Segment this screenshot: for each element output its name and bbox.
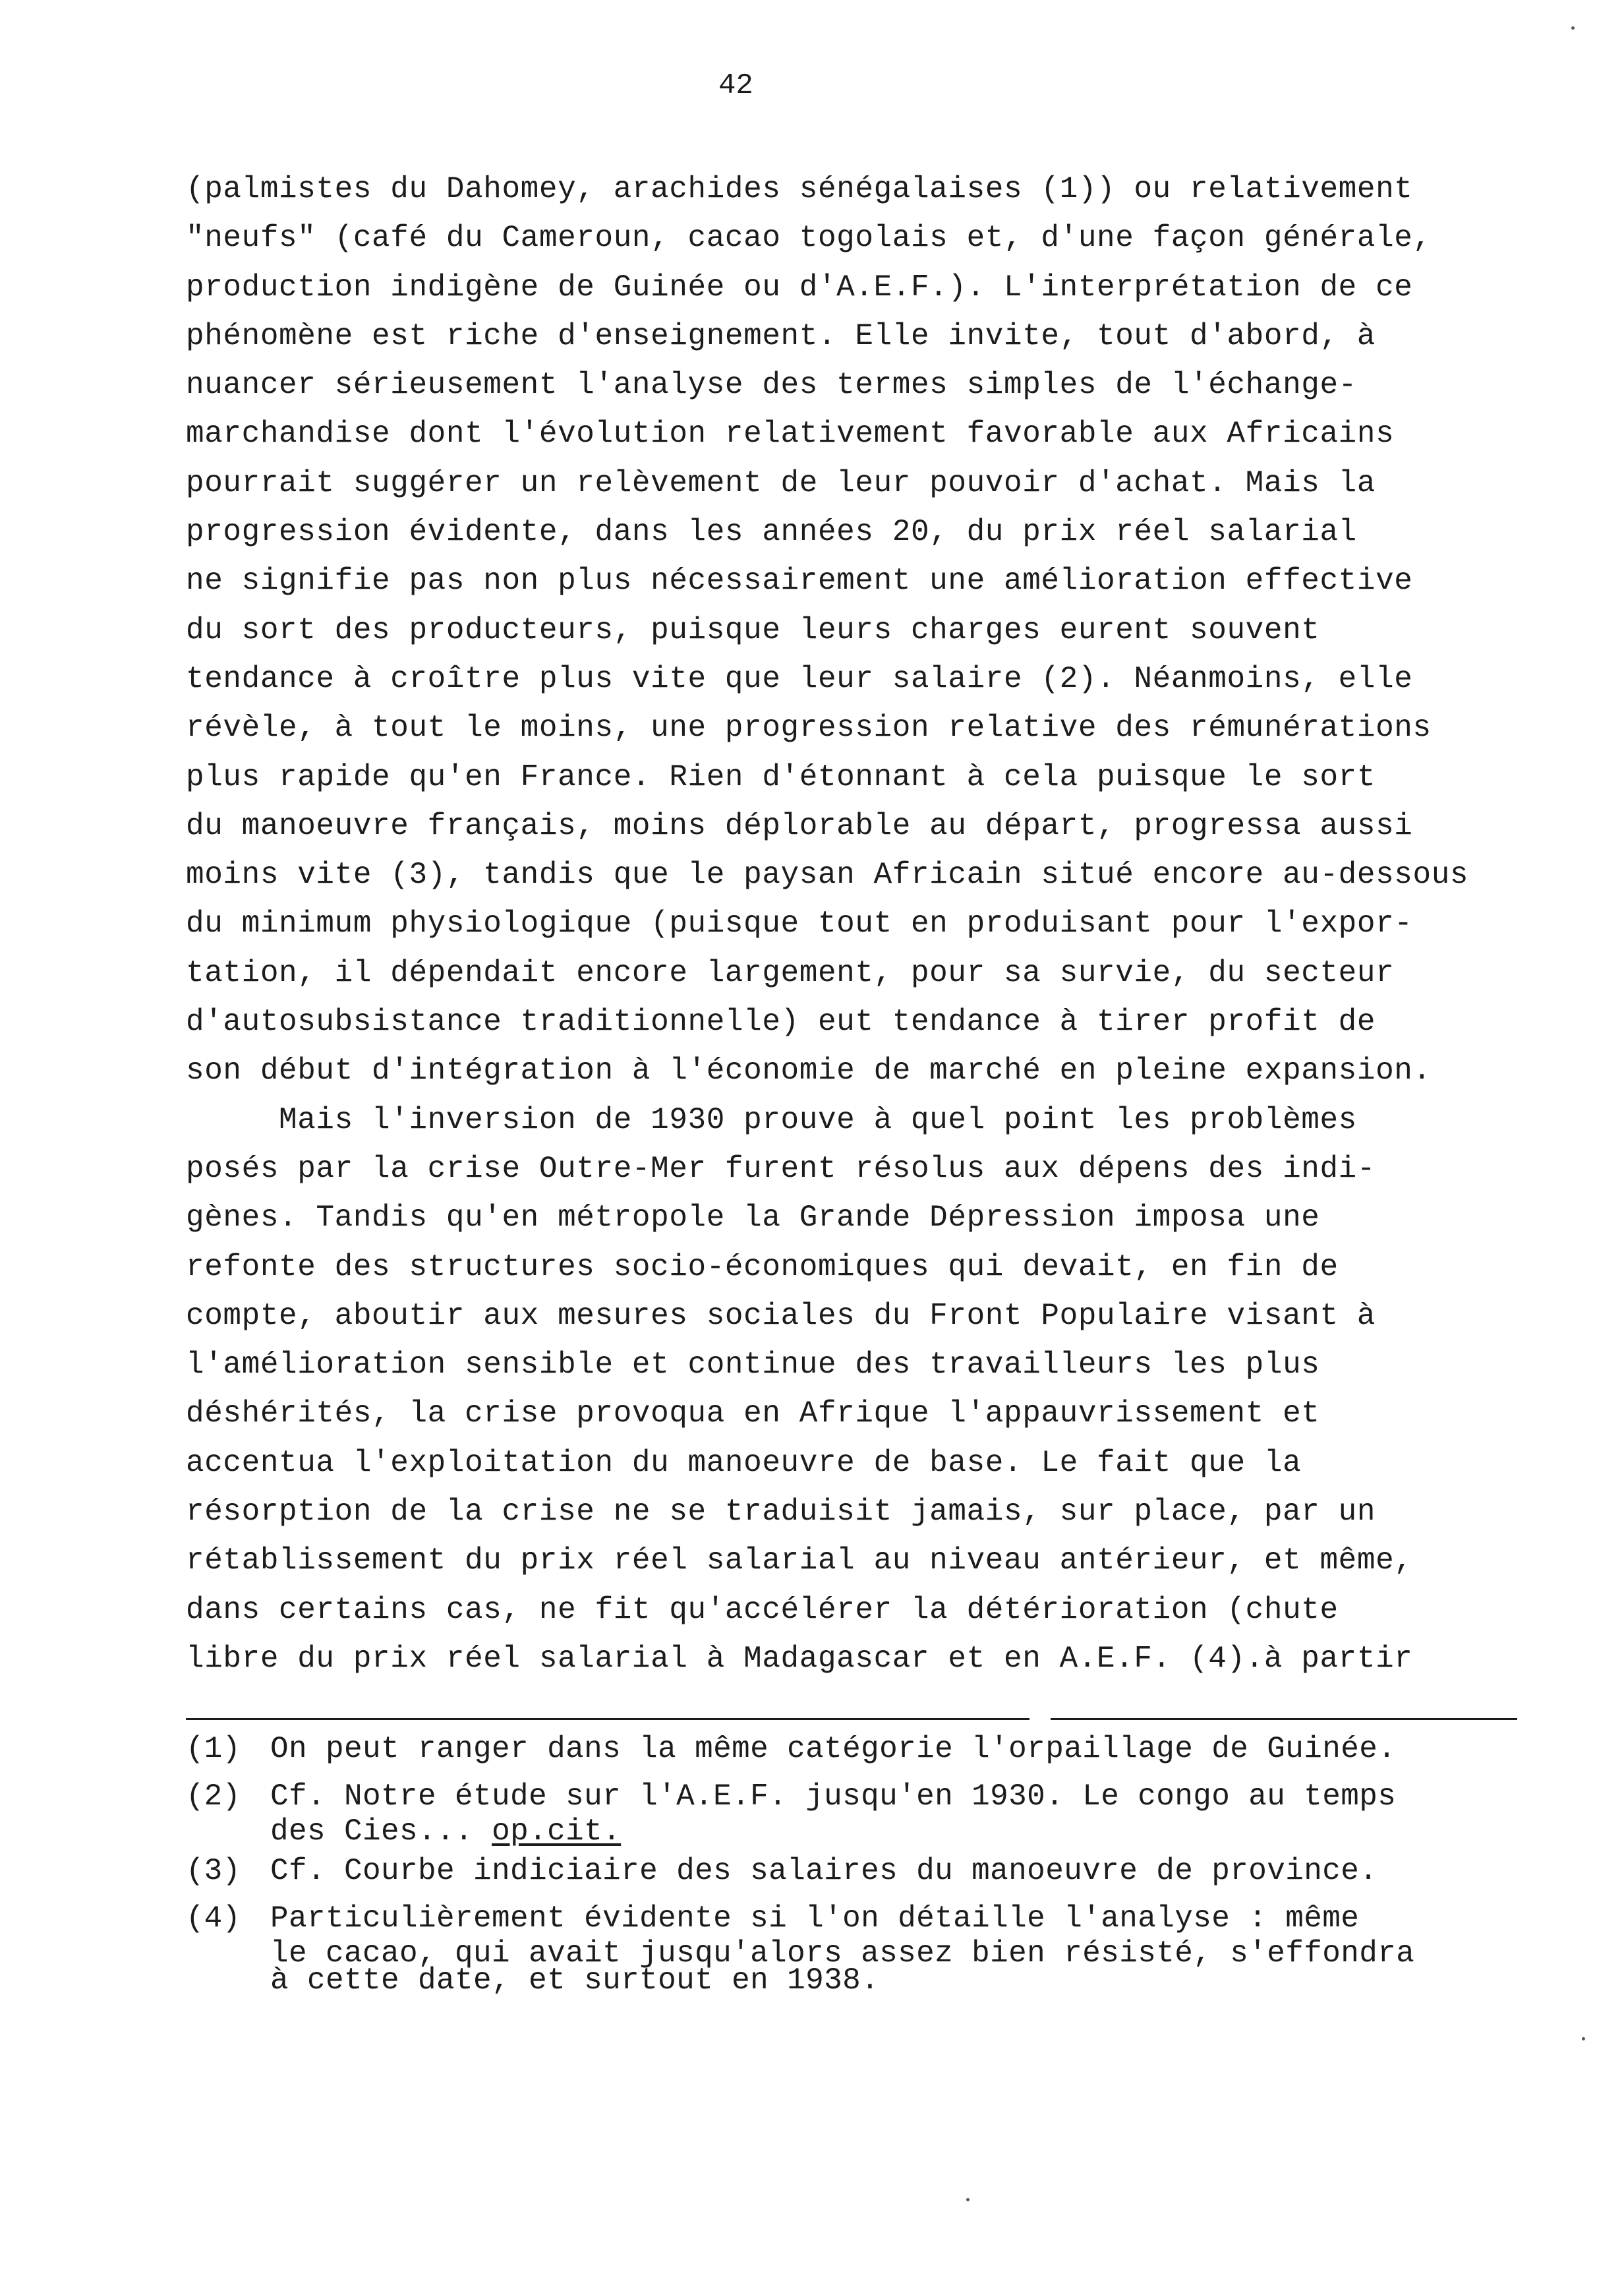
footnote-number: (1) xyxy=(186,1732,241,1766)
body-line: pourrait suggérer un relèvement de leur pouvoir d'achat. Mais la xyxy=(186,465,1376,500)
body-text xyxy=(186,165,1583,1683)
body-line: révèle, à tout le moins, une progression relative des rémunérations xyxy=(186,711,1432,746)
footnote-line: On peut ranger dans la même catégorie l'orpaillage de Guinée. xyxy=(270,1732,1397,1766)
body-line: Mais l'inversion de 1930 prouve à quel point les problèmes xyxy=(186,1102,1357,1137)
op-cit-reference: op.cit. xyxy=(492,1814,622,1849)
footnote-line: Cf. Notre étude sur l'A.E.F. jusqu'en 1930. Le congo au temps xyxy=(270,1779,1397,1814)
body-line: du minimum physiologique (puisque tout en produisant pour l'expor- xyxy=(186,907,1413,941)
body-line: dans certains cas, ne fit qu'accélérer la détérioration (chute xyxy=(186,1592,1339,1627)
body-line: marchandise dont l'évolution relativement favorable aux Africains xyxy=(186,417,1395,452)
page-number: 42 xyxy=(718,69,753,102)
footnote-line: à cette date, et surtout en 1938. xyxy=(270,1963,880,1998)
body-line: moins vite (3), tandis que le paysan Africain situé encore au-dessous xyxy=(186,858,1469,893)
footnote-3 xyxy=(186,1849,1590,1893)
scan-speck xyxy=(966,2198,970,2201)
scan-speck xyxy=(1582,2037,1585,2040)
body-line: du manoeuvre français, moins déplorable au départ, progressa aussi xyxy=(186,808,1413,843)
footnote-4 xyxy=(186,1897,1590,1998)
footnotes xyxy=(186,1727,1590,1998)
footnote-number: (3) xyxy=(186,1854,241,1888)
body-line: du sort des producteurs, puisque leurs charges eurent souvent xyxy=(186,612,1320,647)
body-line: son début d'intégration à l'économie de marché en pleine expansion. xyxy=(186,1054,1432,1088)
footnote-line: le cacao, qui avait jusqu'alors assez bien résisté, s'effondra xyxy=(270,1936,1415,1971)
body-line: d'autosubsistance traditionnelle) eut tendance à tirer profit de xyxy=(186,1005,1376,1040)
body-line: accentua l'exploitation du manoeuvre de base. Le fait que la xyxy=(186,1445,1302,1480)
footnote-line: Cf. Courbe indiciaire des salaires du manoeuvre de province. xyxy=(270,1854,1378,1888)
body-line: plus rapide qu'en France. Rien d'étonnant à cela puisque le sort xyxy=(186,759,1376,794)
body-line: "neufs" (café du Cameroun, cacao togolais et, d'une façon générale, xyxy=(186,221,1432,256)
footnote-line: Particulièrement évidente si l'on détaille l'analyse : même xyxy=(270,1901,1360,1936)
body-line: l'amélioration sensible et continue des travailleurs les plus xyxy=(186,1348,1320,1382)
scan-speck xyxy=(1571,26,1575,30)
body-line: progression évidente, dans les années 20, du prix réel salarial xyxy=(186,515,1357,550)
body-line: déshérités, la crise provoqua en Afrique l'appauvrissement et xyxy=(186,1396,1320,1431)
footnote-2 xyxy=(186,1775,1590,1849)
body-line: résorption de la crise ne se traduisit jamais, sur place, par un xyxy=(186,1495,1376,1530)
body-line: libre du prix réel salarial à Madagascar et en A.E.F. (4).à partir xyxy=(186,1641,1413,1676)
body-line: refonte des structures socio-économiques qui devait, en fin de xyxy=(186,1249,1339,1284)
body-line: phénomène est riche d'enseignement. Elle invite, tout d'abord, à xyxy=(186,318,1376,353)
body-line: rétablissement du prix réel salarial au niveau antérieur, et même, xyxy=(186,1543,1413,1578)
body-line: nuancer sérieusement l'analyse des termes simples de l'échange- xyxy=(186,368,1357,403)
body-line: (palmistes du Dahomey, arachides sénégalaises (1)) ou relativement xyxy=(186,172,1413,206)
body-line: tation, il dépendait encore largement, pour sa survie, du secteur xyxy=(186,955,1395,990)
footnote-number: (2) xyxy=(186,1779,241,1814)
body-line: production indigène de Guinée ou d'A.E.F.). L'interprétation de ce xyxy=(186,270,1413,305)
footnote-line xyxy=(270,1814,1590,1849)
footnote-separator-left xyxy=(186,1718,1030,1720)
body-line: compte, aboutir aux mesures sociales du Front Populaire visant à xyxy=(186,1298,1376,1333)
footnote-number: (4) xyxy=(186,1901,241,1936)
body-line: gènes. Tandis qu'en métropole la Grande Dépression imposa une xyxy=(186,1201,1320,1235)
body-line: posés par la crise Outre-Mer furent résolus aux dépens des indi- xyxy=(186,1151,1376,1186)
body-line: ne signifie pas non plus nécessairement une amélioration effective xyxy=(186,564,1413,599)
footnote-1 xyxy=(186,1727,1590,1771)
footnote-separator-right xyxy=(1051,1718,1517,1720)
body-line: tendance à croître plus vite que leur salaire (2). Néanmoins, elle xyxy=(186,661,1413,696)
footnote-text: des Cies... xyxy=(270,1814,474,1849)
